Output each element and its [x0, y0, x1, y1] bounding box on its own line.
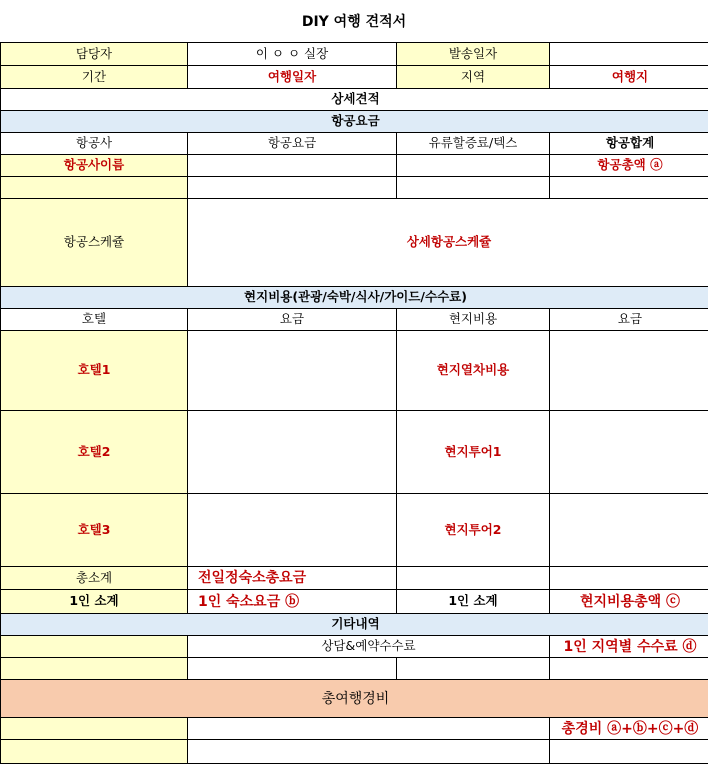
send-date-value[interactable] — [550, 43, 708, 66]
air-col-fuel: 유류할증료/텍스 — [397, 133, 550, 155]
etc-blank-cell[interactable] — [550, 658, 708, 680]
region-value[interactable]: 여행지 — [550, 66, 708, 89]
etc-blank-cell[interactable] — [1, 636, 188, 658]
air-col-airline: 항공사 — [1, 133, 188, 155]
period-value[interactable]: 여행일자 — [188, 66, 397, 89]
air-col-total: 항공합계 — [550, 133, 708, 155]
air-fuel-cell[interactable] — [397, 155, 550, 177]
air-col-fare: 항공요금 — [188, 133, 397, 155]
air-schedule-label: 항공스케쥴 — [1, 199, 188, 287]
local-fee-cell[interactable] — [550, 494, 708, 567]
period-label: 기간 — [1, 66, 188, 89]
hotel-fee-cell[interactable] — [188, 411, 397, 494]
hotel-fee-cell[interactable] — [188, 494, 397, 567]
local-item[interactable]: 현지열차비용 — [397, 331, 550, 411]
hotel-fee-cell[interactable] — [188, 331, 397, 411]
manager-label: 담당자 — [1, 43, 188, 66]
total-value[interactable]: 총경비 ⓐ+ⓑ+ⓒ+ⓓ — [550, 718, 708, 740]
etc-blank-cell[interactable] — [188, 658, 397, 680]
etc-fee-label: 상담&예약수수료 — [188, 636, 550, 658]
send-date-label: 발송일자 — [397, 43, 550, 66]
subtotal-blank-cell[interactable] — [397, 567, 550, 590]
estimate-table — [0, 42, 708, 764]
total-blank-cell[interactable] — [188, 718, 550, 740]
air-blank-cell[interactable] — [550, 177, 708, 199]
local-section-header: 현지비용(관광/숙박/식사/가이드/수수료) — [1, 287, 708, 309]
local-item[interactable]: 현지투어1 — [397, 411, 550, 494]
air-section-header: 항공요금 — [1, 111, 708, 133]
etc-fee-value[interactable]: 1인 지역별 수수료 ⓓ — [550, 636, 708, 658]
airline-name[interactable]: 항공사이름 — [1, 155, 188, 177]
region-label: 지역 — [397, 66, 550, 89]
local-col-hotel: 호텔 — [1, 309, 188, 331]
total-blank-cell[interactable] — [1, 718, 188, 740]
etc-section-header: 기타내역 — [1, 614, 708, 636]
document-title: DIY 여행 견적서 — [301, 14, 407, 30]
per-person-label-2: 1인 소계 — [397, 590, 550, 614]
per-person-hotel-value[interactable]: 1인 숙소요금 ⓑ — [188, 590, 397, 614]
total-blank-cell[interactable] — [1, 740, 188, 764]
air-total-value[interactable]: 항공총액 ⓐ — [550, 155, 708, 177]
air-blank-cell[interactable] — [188, 177, 397, 199]
air-fare-cell[interactable] — [188, 155, 397, 177]
etc-blank-cell[interactable] — [1, 658, 188, 680]
air-blank-cell[interactable] — [1, 177, 188, 199]
subtotal-label: 총소계 — [1, 567, 188, 590]
total-blank-cell[interactable] — [188, 740, 550, 764]
local-fee-cell[interactable] — [550, 331, 708, 411]
local-total-value[interactable]: 현지비용총액 ⓒ — [550, 590, 708, 614]
air-blank-cell[interactable] — [397, 177, 550, 199]
detail-title: 상세견적 — [1, 89, 708, 111]
local-col-fee1: 요금 — [188, 309, 397, 331]
total-blank-cell[interactable] — [550, 740, 708, 764]
hotel-name[interactable]: 호텔1 — [1, 331, 188, 411]
subtotal-blank-cell[interactable] — [550, 567, 708, 590]
local-col-fee2: 요금 — [550, 309, 708, 331]
local-fee-cell[interactable] — [550, 411, 708, 494]
manager-value[interactable]: 이 ㅇ ㅇ 실장 — [188, 43, 397, 66]
local-col-local: 현지비용 — [397, 309, 550, 331]
total-section-header: 총여행경비 — [1, 680, 708, 718]
hotel-name[interactable]: 호텔2 — [1, 411, 188, 494]
air-schedule-value[interactable]: 상세항공스케쥴 — [188, 199, 708, 287]
etc-blank-cell[interactable] — [397, 658, 550, 680]
hotel-name[interactable]: 호텔3 — [1, 494, 188, 567]
local-item[interactable]: 현지투어2 — [397, 494, 550, 567]
per-person-label: 1인 소계 — [1, 590, 188, 614]
subtotal-value[interactable]: 전일정숙소총요금 — [188, 567, 397, 590]
